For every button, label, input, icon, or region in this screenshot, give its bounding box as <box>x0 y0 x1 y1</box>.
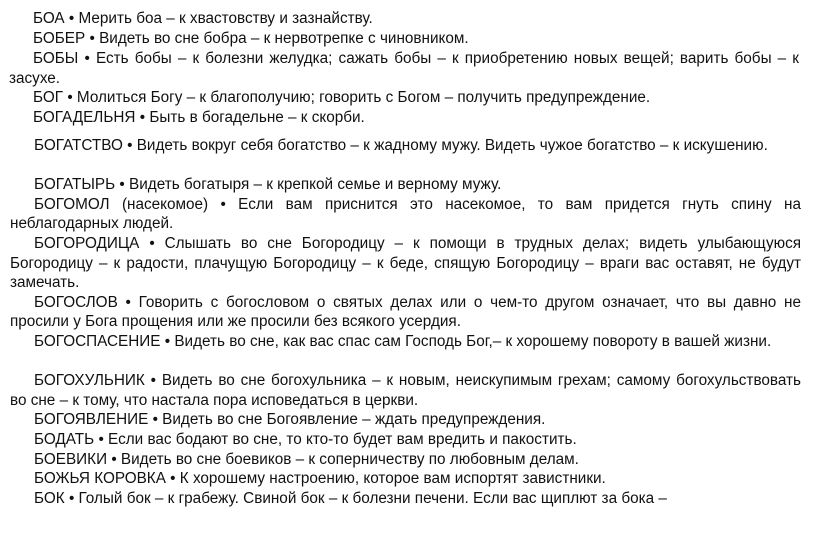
entry-definition: • Молиться Богу – к благополучию; говорить с Богом – получить предупреждение. <box>67 89 651 106</box>
entry-bogadelnya <box>9 108 799 128</box>
entry-headword: БОА <box>33 10 69 27</box>
entry-definition: • Видеть во сне боевиков – к соперничеству по любовным делам. <box>111 450 579 468</box>
entry-headword: БОДАТЬ <box>34 431 99 448</box>
entry-headword: БОГОЯВЛЕНИЕ <box>34 411 153 429</box>
entry-definition: (насекомое) • Если вам приснится это насекомое, то вам придется гнуть спину на неблагодарных людей. <box>10 195 801 233</box>
entry-bok <box>10 489 801 509</box>
entry-headword: БОК <box>34 489 69 507</box>
entry-definition: • Видеть во сне богохульника – к новым, неискупимым грехам; самому богохульствовать во сне – к тому, что настала пора исповедаться в церкви. <box>10 372 802 409</box>
entry-headword: БОГОСПАСЕНИЕ <box>34 333 165 350</box>
entry-headword: БОЖЬЯ КОРОВКА <box>34 470 171 488</box>
entry-boa <box>9 9 799 29</box>
entry-definition: • Видеть богатыря – к крепкой семье и верному мужу. <box>119 176 502 194</box>
entry-definition: • Голый бок – к грабежу. Свиной бок – к болезни печени. Если вас щиплют за бока – <box>68 489 667 507</box>
entry-definition: • Видеть во сне, как вас спас сам Господь Бог,– к хорошему повороту в вашей жизни. <box>164 333 772 350</box>
entry-bodat <box>10 430 801 450</box>
entry-headword: БОГОСЛОВ <box>34 293 126 311</box>
entry-headword: БОГОРОДИЦА <box>34 235 150 252</box>
entry-definition: • Слышать во сне Богородицу – к помощи в трудных делах; видеть улыбающуюся Богородицу – к радости, плачущую Богородицу – к беде, спящую Богородицу – враги вас оставят, не будут замечать. <box>10 235 801 292</box>
entry-definition: • Говорить с богословом о святых делах или о чем-то другом означает, что вы давно не просили у Бога прощения или же просили без всякого усердия. <box>10 293 801 331</box>
entry-headword: БОГОМОЛ <box>34 195 122 213</box>
entry-headword: БОГАТЫРЬ <box>34 176 120 194</box>
entry-bogoslov <box>10 293 801 332</box>
entry-definition: • Видеть во сне бобра – к нервотрепке с чиновником. <box>89 30 469 47</box>
entry-headword: БОГОХУЛЬНИК <box>34 372 151 390</box>
entry-boby <box>9 49 799 88</box>
entry-bogatstvo <box>10 136 801 156</box>
entry-headword: БОБЕР <box>33 30 90 47</box>
entry-definition: • Если вас бодают во сне, то кто-то будет вам вредить и пакостить. <box>98 431 577 448</box>
entry-headword: БОГ <box>33 89 68 106</box>
entry-definition: • Видеть вокруг себя богатство – к жадному мужу. Видеть чужое богатство – к искушению. <box>127 137 768 154</box>
entry-bogomol <box>10 195 801 234</box>
entry-bogokhulnik <box>10 371 801 410</box>
entry-definition: • Есть бобы – к болезни желудка; сажать бобы – к приобретению новых вещей; варить бобы – к засухе. <box>9 50 799 87</box>
entry-definition: • Мерить боа – к хвастовству и зазнайству. <box>68 10 373 27</box>
entry-definition: • К хорошему настроению, которое вам испортят завистники. <box>170 470 606 488</box>
entry-headword: БОГАДЕЛЬНЯ <box>33 109 140 126</box>
entry-bober <box>9 29 799 49</box>
entry-definition: • Видеть во сне Богоявление – ждать предупреждения. <box>152 411 546 429</box>
entry-bogoroditsa <box>10 234 801 293</box>
entry-bogoyavlenie <box>10 410 801 430</box>
entry-bogatyr <box>10 175 801 195</box>
entry-headword: БОЕВИКИ <box>34 450 112 468</box>
entry-headword: БОГАТСТВО <box>34 137 128 154</box>
entry-boeviki <box>10 450 801 470</box>
entry-definition: • Быть в богадельне – к скорби. <box>139 109 365 126</box>
entry-bog <box>9 88 799 108</box>
entry-bozhya-korovka <box>10 469 801 489</box>
entry-bogospasenie <box>10 332 801 352</box>
entry-headword: БОБЫ <box>33 50 85 67</box>
